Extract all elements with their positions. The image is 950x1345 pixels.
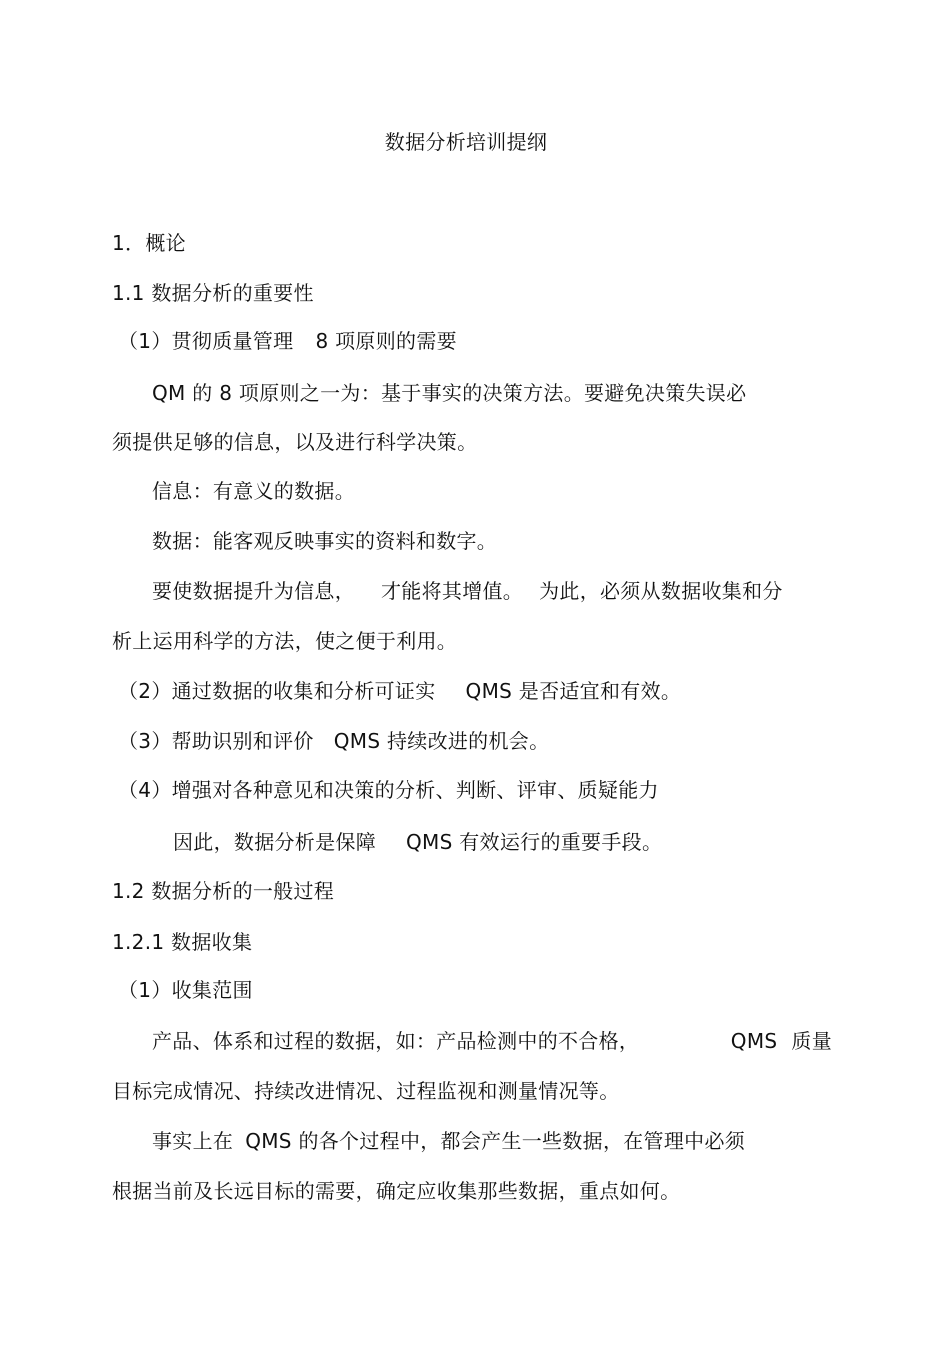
list-item-3-text-a: （3）帮助识别和评价 [118,729,314,753]
paragraph-2-line-1 [152,577,783,605]
paragraph-3-text-b: QMS [730,1029,778,1053]
paragraph-2-text-c: 为此，必须从数据收集和分 [539,579,783,603]
paragraph-4-text-a: 事实上在 [152,1129,234,1153]
document-title: 数据分析培训提纲 [384,130,548,154]
list-item-2-text-b: QMS 是否适宜和有效。 [465,679,682,703]
paragraph-3-line-1 [152,1027,832,1055]
paragraph-3-tail [731,1027,832,1055]
section-heading-1-2-1: 1.2.1 数据收集 [112,930,253,954]
list-item-2-text-a: （2）通过数据的收集和分析可证实 [118,679,436,703]
list-item-1-text-a: （1）贯彻质量管理 [118,329,294,353]
paragraph-2-text-a: 要使数据提升为信息， [152,579,355,603]
paragraph-2-text-b: 才能将其增值。 [381,579,524,603]
section-heading-1: 1．概论 [112,231,186,255]
paragraph-3-text-c: 质量 [791,1029,832,1053]
list-item-1 [118,327,457,355]
paragraph-3-text-a: 产品、体系和过程的数据，如：产品检测中的不合格， [152,1029,640,1053]
list-item-2 [118,677,681,705]
paragraph-1-line-2: 须提供足够的信息，以及进行科学决策。 [112,430,478,454]
paragraph-4-line-1 [152,1127,745,1155]
conclusion-line [173,828,662,856]
section-heading-1-1: 1.1 数据分析的重要性 [112,281,314,305]
paragraph-data: 数据：能客观反映事实的资料和数字。 [152,529,498,553]
list-item-5: （1）收集范围 [118,978,253,1002]
paragraph-1-line-1: QM 的 8 项原则之一为：基于事实的决策方法。要避免决策失误必 [152,381,747,405]
paragraph-2-line-2: 析上运用科学的方法，使之便于利用。 [112,629,458,653]
conclusion-text-a: 因此，数据分析是保障 [173,830,376,854]
paragraph-4-line-2: 根据当前及长远目标的需要，确定应收集那些数据，重点如何。 [112,1179,681,1203]
list-item-1-text-b: 8 项原则的需要 [315,329,457,353]
list-item-3-text-b: QMS 持续改进的机会。 [333,729,550,753]
list-item-3 [118,727,549,755]
section-heading-1-2: 1.2 数据分析的一般过程 [112,879,335,903]
paragraph-3-line-2: 目标完成情况、持续改进情况、过程监视和测量情况等。 [112,1079,620,1103]
conclusion-text-b: QMS 有效运行的重要手段。 [406,830,663,854]
paragraph-info: 信息：有意义的数据。 [152,479,355,503]
list-item-4: （4）增强对各种意见和决策的分析、判断、评审、质疑能力 [118,778,659,802]
paragraph-4-text-b: QMS 的各个过程中，都会产生一些数据，在管理中必须 [245,1129,746,1153]
